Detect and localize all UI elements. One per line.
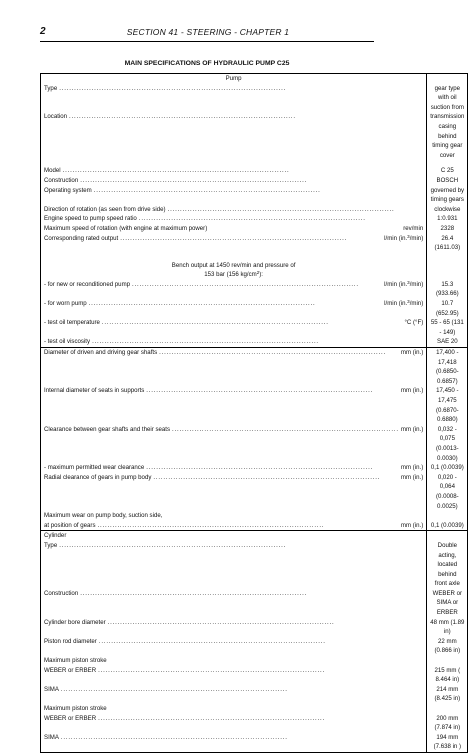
section-title: SECTION 41 - STEERING - CHAPTER 1 [126, 27, 290, 37]
dot-leader: ........................................................................................... [146, 464, 374, 472]
spec-value: governed by timing gears [427, 186, 468, 205]
spec-row-operating [41, 186, 468, 205]
spec-label: Internal diameter of seats in supports [44, 387, 145, 395]
spec-value: SAE 20 [427, 337, 468, 347]
spec-value: WEBER or SIMA or ERBER [427, 589, 468, 618]
spec-value: 17,450 - 17,475 (0.6870-0.6880) [427, 386, 468, 424]
bench-heading-row [41, 261, 468, 280]
spec-row-type [41, 84, 468, 113]
spec-unit: °C (°F) [404, 319, 424, 327]
spec-row-stroke2-heading [41, 704, 468, 714]
spec-unit: l/min (in.$^3$/min) [384, 233, 424, 242]
spec-label: Cylinder bore diameter [44, 618, 106, 626]
spec-label: WEBER or ERBER [44, 666, 97, 674]
spec-row-construction [41, 176, 468, 186]
spec-label: Type [44, 541, 58, 549]
dot-leader: ........................................................................................... [98, 714, 326, 722]
spec-label: - for new or reconditioned pump [44, 280, 131, 288]
spec-row-worn-pump [41, 299, 468, 318]
spec-value: 194 mm (7.638 in ) [427, 733, 468, 753]
spec-label: Maximum piston stroke [41, 704, 427, 714]
bench-heading-line1: Bench output at 1450 rev/min and pressure of [171, 261, 296, 269]
dot-leader: ........................................................................................... [92, 338, 319, 346]
pump-heading: Pump [41, 74, 427, 84]
spec-value: 0,032 - 0,075 (0.0013-0.0030) [427, 425, 468, 463]
dot-leader: ........................................................................................... [98, 637, 326, 645]
spec-label: SIMA [44, 685, 59, 693]
dot-leader: ........................................................................................... [60, 733, 288, 741]
spec-label: Maximum speed of rotation (with engine at maximum power) [44, 224, 208, 232]
dot-leader: ........................................................................................... [146, 387, 374, 395]
spec-label: Operating system [44, 186, 92, 194]
spec-row-location-value [41, 132, 468, 161]
page-header [40, 27, 376, 39]
spec-row-temperature [41, 318, 468, 337]
spec-row-model [41, 166, 468, 176]
spec-unit: mm (in.) [400, 349, 424, 357]
spec-row-bore [41, 618, 468, 637]
spec-unit: mm (in.) [400, 473, 424, 481]
spec-value: 2328 [427, 224, 468, 234]
dot-leader: ........................................................................................... [59, 84, 287, 92]
spec-label: - test oil viscosity [44, 338, 91, 346]
spec-label: Maximum wear on pump body, suction side, [41, 511, 427, 521]
spec-value: 0,020 - 0,064 (0.0008-0.0025) [427, 473, 468, 511]
dot-leader: ........................................................................................... [159, 349, 387, 357]
spec-value: 0,1 (0.0039) [427, 463, 468, 473]
dot-leader: ........................................................................................... [153, 473, 381, 481]
spec-value: 55 - 65 (131 - 149) [427, 318, 468, 337]
spec-value: 15.3 (933.66) [427, 280, 468, 299]
spec-value: 17,400 - 17,418 (0.6850-0.6857) [427, 348, 468, 387]
dot-leader: ........................................................................................... [62, 167, 290, 175]
spec-row-pump-body-wear [41, 521, 468, 531]
dot-leader: ........................................................................................... [97, 521, 325, 529]
dot-leader: ........................................................................................... [138, 215, 366, 223]
bench-heading-line2: 153 bar (156 $kg/cm^2$): [204, 270, 263, 279]
spec-row-sima1 [41, 685, 468, 704]
spec-row-clearance [41, 425, 468, 463]
spec-row-seat-diameter [41, 386, 468, 424]
page-number: 2 [40, 26, 46, 37]
spec-unit: mm (in.) [400, 425, 424, 433]
spec-value: behind timing gear cover [427, 132, 468, 161]
dot-leader: ........................................................................................... [60, 685, 288, 693]
spec-value: 48 mm (1.89 in) [427, 618, 468, 637]
spec-row-new-pump [41, 280, 468, 299]
spec-unit: mm (in.) [400, 464, 424, 472]
dot-leader: ........................................................................................... [98, 666, 326, 674]
spec-value: gear type with oil suction from [427, 84, 468, 113]
dot-leader: ........................................................................................... [101, 319, 329, 327]
dot-leader: ........................................................................................... [69, 113, 296, 121]
spec-label: - maximum permitted wear clearance [44, 464, 145, 472]
spec-label: Construction [44, 176, 79, 184]
spec-row-ratio [41, 214, 468, 224]
spec-value: 26.4 (1611.03) [427, 234, 468, 253]
spec-value: 22 mm (0.866 in) [427, 637, 468, 656]
spec-row-pump-body-wear-heading [41, 511, 468, 521]
spec-label: Direction of rotation (as seen from drive side) [44, 205, 166, 213]
spec-value: 200 mm (7.874 in) [427, 714, 468, 733]
dot-leader: ........................................................................................... [93, 186, 321, 194]
spec-row-radial-clearance [41, 473, 468, 511]
spec-label: Location [44, 113, 68, 121]
spec-value: clockwise [427, 205, 468, 215]
spec-label: Maximum piston stroke [41, 656, 427, 666]
spec-row-output [41, 234, 468, 253]
dot-leader: ........................................................................................... [167, 205, 395, 213]
dot-leader: ........................................................................................... [80, 589, 308, 597]
spec-label: - for worn pump [44, 300, 87, 308]
spec-label: Piston rod diameter [44, 637, 97, 645]
dot-leader: ........................................................................................... [59, 541, 287, 549]
spec-row-weber2 [41, 714, 468, 733]
header-rule [40, 41, 374, 42]
dot-leader: ........................................................................................... [107, 618, 335, 626]
cylinder-heading: Cylinder [41, 531, 427, 541]
spec-value: 1:0.931 [427, 214, 468, 224]
spec-row-rod [41, 637, 468, 656]
spec-label: Model [44, 167, 61, 175]
spec-value: 10.7 (652.95) [427, 299, 468, 318]
spec-label: Clearance between gear shafts and their seats [44, 425, 171, 433]
spec-value: Double acting, located behind [427, 541, 468, 579]
document-title: MAIN SPECIFICATIONS OF HYDRAULIC PUMP C25 [124, 60, 290, 67]
spec-row-direction [41, 205, 468, 215]
spec-label: SIMA [44, 733, 59, 741]
spec-unit: l/min (in.$^3$/min) [384, 279, 424, 288]
spec-label: Type [44, 84, 58, 92]
spec-row-sima2 [41, 733, 468, 753]
spec-label: - test oil temperature [44, 319, 100, 327]
spec-row-viscosity [41, 337, 468, 347]
spec-row-weber1 [41, 666, 468, 685]
spec-row-shaft-diameter [41, 348, 468, 387]
spec-value: 215 mm ( 8.464 in) [427, 666, 468, 685]
spec-unit: l/min (in.$^3$/min) [384, 299, 424, 308]
spec-row-location [41, 112, 468, 131]
spec-value: 0,1 (0.0039) [427, 521, 468, 531]
dot-leader: ........................................................................................... [120, 234, 348, 242]
dot-leader: ........................................................................................... [88, 300, 316, 308]
spec-value: BOSCH [427, 176, 468, 186]
spec-label: at position of gears [44, 521, 96, 529]
spec-value: transmission casing [427, 112, 468, 131]
spec-row-cyl-construction [41, 589, 468, 618]
dot-leader: ........................................................................................... [172, 425, 399, 433]
spec-unit: rev/min [403, 224, 424, 232]
spec-label: Corresponding rated output [44, 234, 119, 242]
spec-row-maxspeed [41, 224, 468, 234]
cylinder-heading-row [41, 531, 468, 541]
spec-table [40, 73, 468, 753]
spec-label: Radial clearance of gears in pump body [44, 473, 152, 481]
spec-label: Diameter of driven and driving gear shafts [44, 349, 158, 357]
dot-leader: ........................................................................................... [132, 280, 359, 288]
spec-unit: mm (in.) [400, 387, 424, 395]
spec-row-cyl-type [41, 541, 468, 579]
pump-heading-row [41, 74, 468, 84]
spec-label: Engine speed to pump speed ratio [44, 215, 137, 223]
spec-value: C 25 [427, 166, 468, 176]
spec-value: 214 mm (8.425 in) [427, 685, 468, 704]
spec-value: front axle [427, 579, 468, 589]
spec-unit: mm (in.) [400, 521, 424, 529]
spec-row-stroke1-heading [41, 656, 468, 666]
dot-leader: ........................................................................................... [80, 176, 308, 184]
spec-row-cyl-type-cont [41, 579, 468, 589]
spec-label: Construction [44, 589, 79, 597]
spec-label: WEBER or ERBER [44, 714, 97, 722]
spec-row-max-wear-clearance [41, 463, 468, 473]
